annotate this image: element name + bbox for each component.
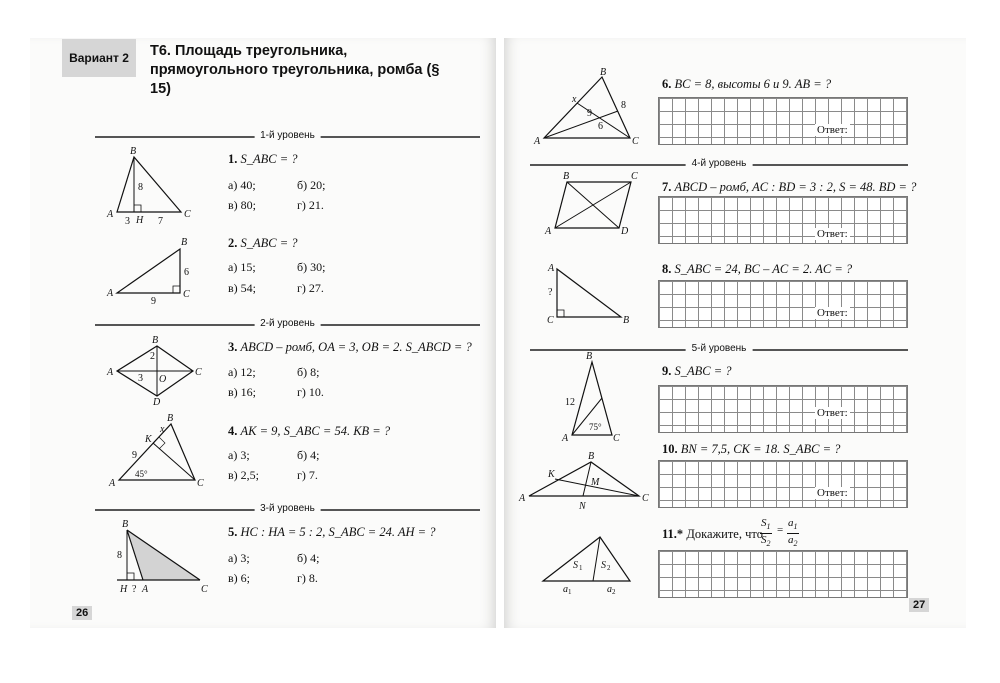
svg-text:8: 8 bbox=[621, 100, 626, 111]
problem-3-option-a: а) 12; bbox=[228, 365, 256, 379]
problem-3-option-c: в) 16; bbox=[228, 385, 256, 399]
svg-text:B: B bbox=[563, 171, 570, 182]
problem-7-question: 7. ABCD – ромб, AC : BD = 3 : 2, S = 48. BD = ? bbox=[662, 180, 917, 194]
problem-2-question: 2. S_ABC = ? bbox=[228, 236, 298, 250]
svg-text:B: B bbox=[130, 146, 137, 157]
problem-1-option-b: б) 20; bbox=[297, 178, 326, 192]
problem-1-option-c: в) 80; bbox=[228, 198, 256, 212]
answer-label-9: Ответ: bbox=[817, 407, 848, 419]
variant-label: Вариант 2 bbox=[62, 39, 136, 77]
svg-text:C: C bbox=[642, 493, 649, 504]
svg-text:a: a bbox=[563, 584, 568, 595]
problem-3-option-b: б) 8; bbox=[297, 365, 320, 379]
svg-text:?: ? bbox=[132, 584, 137, 595]
level-1-divider: 1-й уровень bbox=[95, 129, 480, 143]
svg-text:?: ? bbox=[548, 287, 553, 298]
svg-text:1: 1 bbox=[579, 564, 583, 572]
problem-4-option-d: г) 7. bbox=[297, 468, 318, 482]
svg-text:2: 2 bbox=[612, 588, 616, 596]
problem-11-question: 11.* Докажите, что bbox=[662, 527, 763, 541]
figure-6 bbox=[530, 68, 640, 148]
svg-text:3: 3 bbox=[138, 373, 143, 384]
svg-text:B: B bbox=[588, 451, 595, 462]
level-3-divider: 3-й уровень bbox=[95, 502, 480, 516]
svg-text:12: 12 bbox=[565, 397, 575, 408]
page-number-left: 26 bbox=[72, 606, 92, 620]
svg-text:C: C bbox=[613, 433, 620, 444]
svg-text:C: C bbox=[631, 171, 638, 182]
page-number-right: 27 bbox=[909, 598, 929, 612]
svg-text:8: 8 bbox=[117, 550, 122, 561]
svg-text:A: A bbox=[545, 226, 552, 237]
svg-text:2: 2 bbox=[150, 351, 155, 362]
svg-text:K: K bbox=[145, 434, 152, 445]
figure-3 bbox=[105, 335, 205, 407]
problem-5-option-b: б) 4; bbox=[297, 551, 320, 565]
answer-grid-7[interactable] bbox=[658, 196, 908, 244]
svg-text:a: a bbox=[607, 584, 612, 595]
problem-5-option-d: г) 8. bbox=[297, 571, 318, 585]
svg-text:1: 1 bbox=[568, 588, 572, 596]
svg-text:A: A bbox=[534, 136, 541, 147]
svg-text:A: A bbox=[107, 209, 114, 220]
problem-10-question: 10. BN = 7,5, CK = 18. S_ABC = ? bbox=[662, 442, 841, 456]
svg-text:B: B bbox=[181, 237, 188, 248]
svg-text:K: K bbox=[548, 469, 555, 480]
svg-text:B: B bbox=[167, 413, 174, 424]
svg-text:A: A bbox=[107, 367, 114, 378]
svg-text:B: B bbox=[122, 519, 129, 530]
figure-8 bbox=[535, 257, 635, 327]
svg-text:S: S bbox=[601, 560, 606, 571]
svg-text:D: D bbox=[153, 397, 161, 407]
svg-text:C: C bbox=[197, 478, 204, 489]
problem-2-option-c: в) 54; bbox=[228, 281, 256, 295]
svg-text:45°: 45° bbox=[135, 469, 148, 479]
svg-text:A: A bbox=[548, 263, 555, 274]
figure-7 bbox=[535, 170, 645, 242]
svg-text:O: O bbox=[159, 374, 167, 385]
answer-label-6: Ответ: bbox=[817, 124, 848, 136]
svg-text:x: x bbox=[160, 424, 165, 435]
figure-1 bbox=[105, 145, 195, 230]
worksheet-title: Т6. Площадь треугольника, прямоугольного треугольника, ромба (§ 15) bbox=[150, 43, 440, 97]
svg-text:9: 9 bbox=[151, 296, 156, 307]
proof-fraction-s: $S_1$ $S_2$ bbox=[761, 517, 771, 549]
svg-text:D: D bbox=[621, 226, 629, 237]
figure-5 bbox=[105, 518, 215, 598]
answer-grid-10[interactable] bbox=[658, 460, 908, 508]
svg-text:A: A bbox=[519, 493, 526, 504]
svg-text:75°: 75° bbox=[589, 422, 602, 432]
problem-8-question: 8. S_ABC = 24, BC – AC = 2. AC = ? bbox=[662, 262, 853, 276]
answer-grid-9[interactable] bbox=[658, 385, 908, 433]
problem-2-option-a: а) 15; bbox=[228, 260, 256, 274]
svg-text:H: H bbox=[120, 584, 128, 595]
problem-6-question: 6. BC = 8, высоты 6 и 9. AB = ? bbox=[662, 77, 832, 91]
problem-1-option-d: г) 21. bbox=[297, 198, 324, 212]
answer-grid-6[interactable] bbox=[658, 97, 908, 145]
svg-text:A: A bbox=[107, 288, 114, 299]
svg-text:A: A bbox=[562, 433, 569, 444]
problem-3-question: 3. ABCD – ромб, OA = 3, OB = 2. S_ABCD = ? bbox=[228, 340, 472, 354]
figure-11 bbox=[535, 525, 645, 597]
figure-2 bbox=[105, 233, 200, 308]
proof-equals: = bbox=[777, 524, 784, 536]
svg-text:B: B bbox=[586, 351, 593, 362]
svg-text:A: A bbox=[142, 584, 149, 595]
svg-text:B: B bbox=[152, 335, 159, 346]
answer-label-7: Ответ: bbox=[817, 228, 848, 240]
answer-label-8: Ответ: bbox=[817, 307, 848, 319]
svg-text:8: 8 bbox=[138, 182, 143, 193]
problem-2-option-d: г) 27. bbox=[297, 281, 324, 295]
figure-4 bbox=[105, 412, 205, 492]
problem-5-option-a: а) 3; bbox=[228, 551, 250, 565]
problem-1-question: 1. S_ABC = ? bbox=[228, 152, 298, 166]
level-2-divider: 2-й уровень bbox=[95, 317, 480, 331]
answer-grid-8[interactable] bbox=[658, 280, 908, 328]
svg-text:C: C bbox=[184, 209, 191, 220]
svg-text:H: H bbox=[136, 215, 144, 226]
figure-10 bbox=[515, 450, 650, 515]
svg-text:B: B bbox=[623, 315, 630, 326]
svg-text:C: C bbox=[547, 315, 554, 326]
svg-text:M: M bbox=[591, 477, 600, 488]
svg-text:C: C bbox=[183, 289, 190, 300]
svg-text:6: 6 bbox=[598, 121, 603, 132]
problem-4-question: 4. AK = 9, S_ABC = 54. KB = ? bbox=[228, 424, 391, 438]
svg-text:2: 2 bbox=[607, 564, 611, 572]
answer-label-10: Ответ: bbox=[817, 487, 848, 499]
problem-2-option-b: б) 30; bbox=[297, 260, 326, 274]
proof-fraction-a: $a_1$ $a_2$ bbox=[788, 517, 798, 549]
level-4-divider: 4-й уровень bbox=[530, 157, 908, 171]
svg-text:3: 3 bbox=[125, 216, 130, 227]
svg-text:7: 7 bbox=[158, 216, 163, 227]
problem-4-option-b: б) 4; bbox=[297, 448, 320, 462]
svg-text:B: B bbox=[600, 68, 607, 78]
svg-text:S: S bbox=[573, 560, 578, 571]
problem-5-question: 5. HC : HA = 5 : 2, S_ABC = 24. AH = ? bbox=[228, 525, 436, 539]
problem-9-question: 9. S_ABC = ? bbox=[662, 364, 732, 378]
problem-1-option-a: а) 40; bbox=[228, 178, 256, 192]
svg-text:9: 9 bbox=[132, 450, 137, 461]
svg-text:C: C bbox=[195, 367, 202, 378]
problem-3-option-d: г) 10. bbox=[297, 385, 324, 399]
problem-5-option-c: в) 6; bbox=[228, 571, 250, 585]
problem-4-option-a: а) 3; bbox=[228, 448, 250, 462]
problem-4-option-c: в) 2,5; bbox=[228, 468, 259, 482]
answer-grid-11[interactable] bbox=[658, 550, 908, 598]
svg-text:N: N bbox=[579, 501, 586, 512]
figure-9 bbox=[555, 350, 635, 445]
svg-text:6: 6 bbox=[184, 267, 189, 278]
svg-text:C: C bbox=[632, 136, 639, 147]
svg-text:C: C bbox=[201, 584, 208, 595]
level-5-divider: 5-й уровень bbox=[530, 342, 908, 356]
svg-text:A: A bbox=[109, 478, 116, 489]
svg-text:x: x bbox=[572, 94, 577, 105]
svg-text:9: 9 bbox=[587, 108, 592, 119]
